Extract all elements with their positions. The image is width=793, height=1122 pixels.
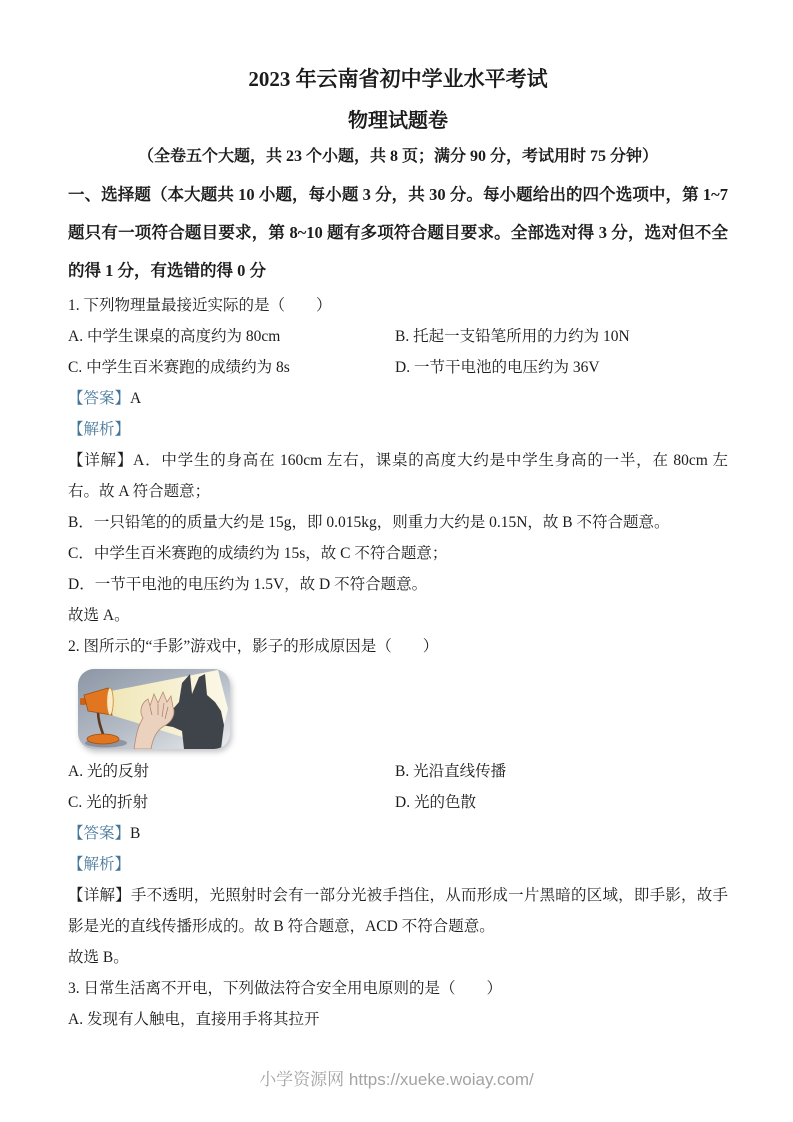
q1-answer-value: A (130, 390, 142, 407)
q1-conclusion: 故选 A。 (68, 607, 130, 624)
q2-option-d: D. 光的色散 (395, 794, 476, 811)
page-title: 2023 年云南省初中学业水平考试 (248, 67, 548, 91)
q1-options-row-2 (68, 352, 728, 383)
q1-analysis-line (68, 414, 728, 445)
q3-option-a: A. 发现有人触电，直接用手将其拉开 (68, 1011, 320, 1028)
exam-info-line: （全卷五个大题，共 23 个小题，共 8 页；满分 90 分，考试用时 75 分钟） (137, 148, 658, 165)
q1-option-a: A. 中学生课桌的高度约为 80cm (68, 328, 281, 345)
section-1-heading: 一、选择题（本大题共 10 小题，每小题 3 分，共 30 分。每小题给出的四个选项中，第 1~7 题只有一项符合题目要求，第 8~10 题有多项符合题目要求。全部选对得 3 分，选对但不全的得 1 分，有选错的得 0 分 (68, 185, 728, 280)
analysis-label: 【解析】 (68, 421, 131, 438)
hand-shadow-figure (78, 669, 230, 749)
doc-subtitle: 物理试题卷 (348, 110, 448, 132)
q2-options-row-2 (68, 787, 728, 818)
q1-option-b: B. 托起一支铅笔所用的力约为 10N (395, 328, 630, 345)
site-watermark: 小学资源网 https://xueke.woiay.com/ (259, 1070, 534, 1089)
q2-option-a: A. 光的反射 (68, 763, 149, 780)
lamp-base (87, 734, 119, 744)
q1-detail-c: C．中学生百米赛跑的成绩约为 15s，故 C 不符合题意； (68, 545, 448, 562)
lamp-mouth (107, 688, 113, 715)
q3-stem: 3. 日常生活离不开电，下列做法符合安全用电原则的是（ ） (68, 980, 503, 997)
q2-option-c: C. 光的折射 (68, 794, 149, 811)
q1-stem: 1. 下列物理量最接近实际的是（ ） (68, 297, 332, 314)
q1-detail-a: 【详解】A．中学生的身高在 160cm 左右，课桌的高度大约是中学生身高的一半，在 80cm 左右。故 A 符合题意； (68, 452, 728, 500)
q1-answer-line (68, 383, 728, 414)
q2-options-row-1 (68, 756, 728, 787)
q1-options-row-1 (68, 321, 728, 352)
answer-label: 【答案】 (68, 825, 131, 842)
q2-detail: 【详解】手不透明，光照射时会有一部分光被手挡住，从而形成一片黑暗的区域，即手影，故手影是光的直线传播形成的。故 B 符合题意，ACD 不符合题意。 (68, 887, 728, 935)
q2-answer-line (68, 818, 728, 849)
answer-label: 【答案】 (68, 390, 131, 407)
analysis-label: 【解析】 (68, 856, 131, 873)
q1-detail-b: B．一只铅笔的的质量大约是 15g，即 0.015kg，则重力大约是 0.15N，故 B 不符合题意。 (68, 514, 670, 531)
q2-option-b: B. 光沿直线传播 (395, 763, 507, 780)
q1-option-d: D. 一节干电池的电压约为 36V (395, 359, 600, 376)
q2-analysis-line (68, 849, 728, 880)
q2-stem: 2. 图所示的“手影”游戏中，影子的形成原因是（ ） (68, 638, 439, 655)
q2-conclusion: 故选 B。 (68, 949, 129, 966)
hand-shadow-illustration (78, 669, 230, 749)
q1-detail-d: D．一节干电池的电压约为 1.5V，故 D 不符合题意。 (68, 576, 428, 593)
q2-answer-value: B (130, 825, 141, 842)
q1-option-c: C. 中学生百米赛跑的成绩约为 8s (68, 359, 290, 376)
